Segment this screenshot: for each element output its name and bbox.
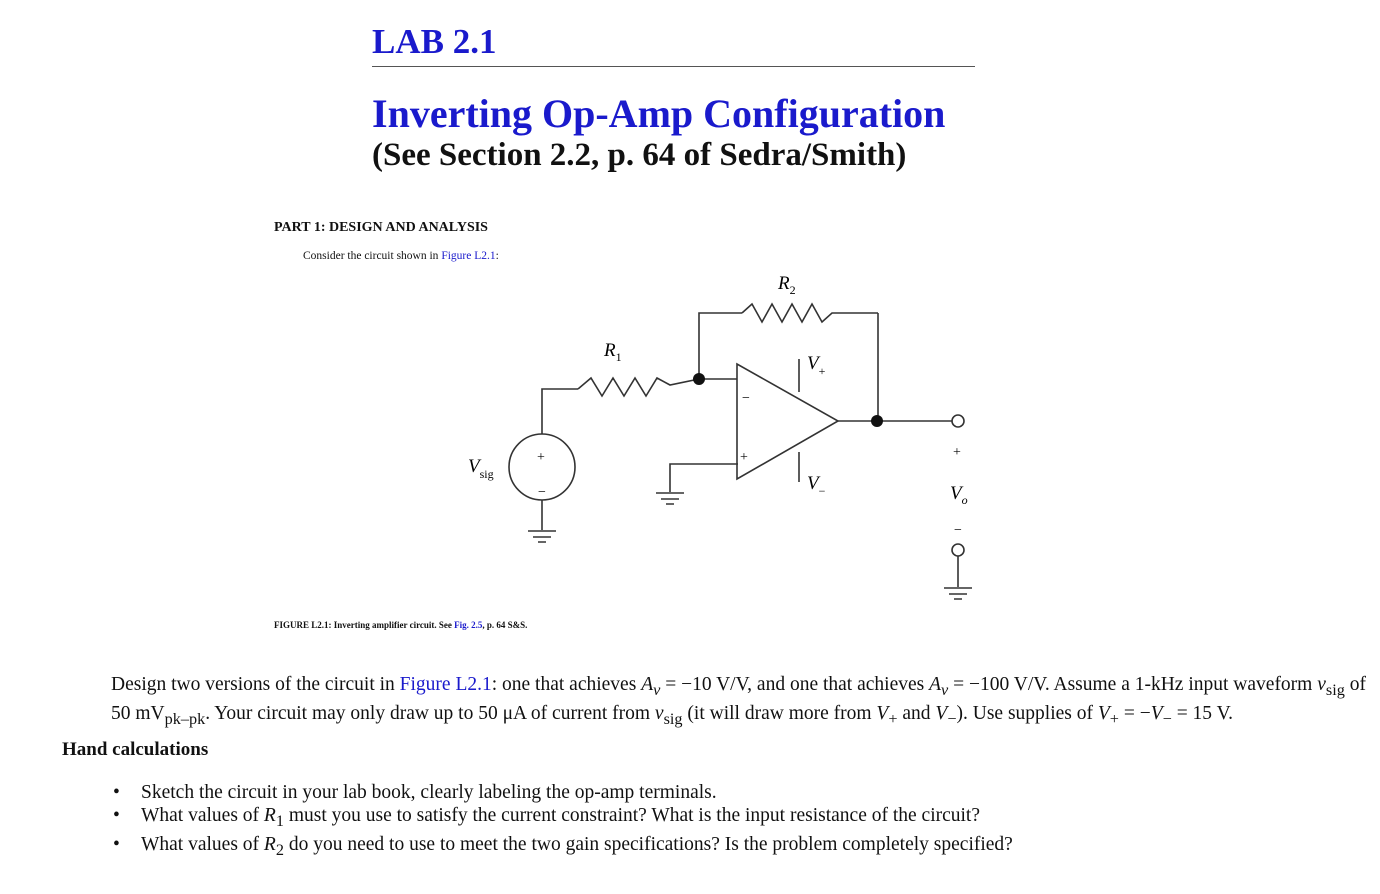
lab-number: LAB 2.1 xyxy=(372,22,497,61)
page-subtitle: (See Section 2.2, p. 64 of Sedra/Smith) xyxy=(372,137,907,173)
label-output-minus: − xyxy=(954,523,962,538)
figure-caption xyxy=(274,620,527,630)
bullet-icon: • xyxy=(113,782,120,803)
op-amp-triangle xyxy=(737,364,838,479)
junction-dot-output xyxy=(871,415,883,427)
wire-noninverting-input xyxy=(670,464,738,492)
design-paragraph: Design two versions of the circuit in Figure L2.1: one that achieves $A_v = -10$ V/V, and one that achieves $A_v = -100$ V/V. Assume a 1-kHz input waveform $v_{sig}$ of 50 $mV_{pk-pk}$. Your circuit may only draw up to 50 μA of current from $v_{sig}$ (it will draw more from $V_+$ and $V_-$). Use supplies of $V_+ = -V_- = 15$ V. xyxy=(111,674,1366,728)
caption-suffix: , p. 64 S&S. xyxy=(482,620,528,630)
intro-text: Consider the circuit shown in xyxy=(303,250,442,262)
bullet-icon: • xyxy=(113,805,120,826)
resistor-r2 xyxy=(742,304,878,322)
label-source-plus: + xyxy=(537,450,545,465)
figure-link[interactable]: Figure L2.1 xyxy=(441,250,496,262)
bullet-icon: • xyxy=(113,833,120,855)
ground-symbol-opamp xyxy=(656,493,684,504)
caption-text: FIGURE L2.1: Inverting amplifier circuit. See xyxy=(274,620,455,630)
label-noninverting-sign: + xyxy=(740,450,748,465)
label-source-minus: − xyxy=(538,485,546,500)
caption-fig-link[interactable]: Fig. 2.5 xyxy=(454,620,483,630)
output-terminal-top xyxy=(952,415,964,427)
list-item: • What values of $R_2$ do you need to use to meet the two gain specifications? Is the problem completely specified? xyxy=(113,833,1013,859)
label-output-plus: + xyxy=(953,445,961,460)
wire-feedback-left xyxy=(699,313,742,379)
junction-dot-inverting xyxy=(693,373,705,385)
resistor-r1 xyxy=(578,378,699,396)
label-vsig: $V_{sig}$ xyxy=(468,456,494,481)
label-inverting-sign: − xyxy=(742,391,750,406)
intro-suffix: : xyxy=(495,250,499,262)
design-figure-link[interactable]: Figure L2.1 xyxy=(399,674,492,695)
hand-calculations-heading: Hand calculations xyxy=(62,739,209,760)
label-vo: $V_o$ xyxy=(950,483,968,507)
part1-heading: PART 1: DESIGN AND ANALYSIS xyxy=(274,220,488,235)
wire-source-to-r1 xyxy=(542,389,578,434)
ground-symbol-output xyxy=(944,588,972,599)
label-r2: $R_2$ xyxy=(778,273,796,297)
label-vplus: $V_+$ xyxy=(807,353,826,378)
label-vminus: $V_-$ xyxy=(807,473,826,498)
ground-symbol-source xyxy=(528,531,556,542)
list-item: • What values of $R_1$ must you use to satisfy the current constraint? What is the input resistance of the circuit? xyxy=(113,805,980,830)
output-terminal-bottom xyxy=(952,544,964,556)
page-title: Inverting Op-Amp Configuration xyxy=(372,91,946,136)
hand-calculations-list xyxy=(110,781,1013,862)
label-r1: $R_1$ xyxy=(604,340,622,364)
list-item: • Sketch the circuit in your lab book, clearly labeling the op-amp terminals. xyxy=(113,782,717,803)
